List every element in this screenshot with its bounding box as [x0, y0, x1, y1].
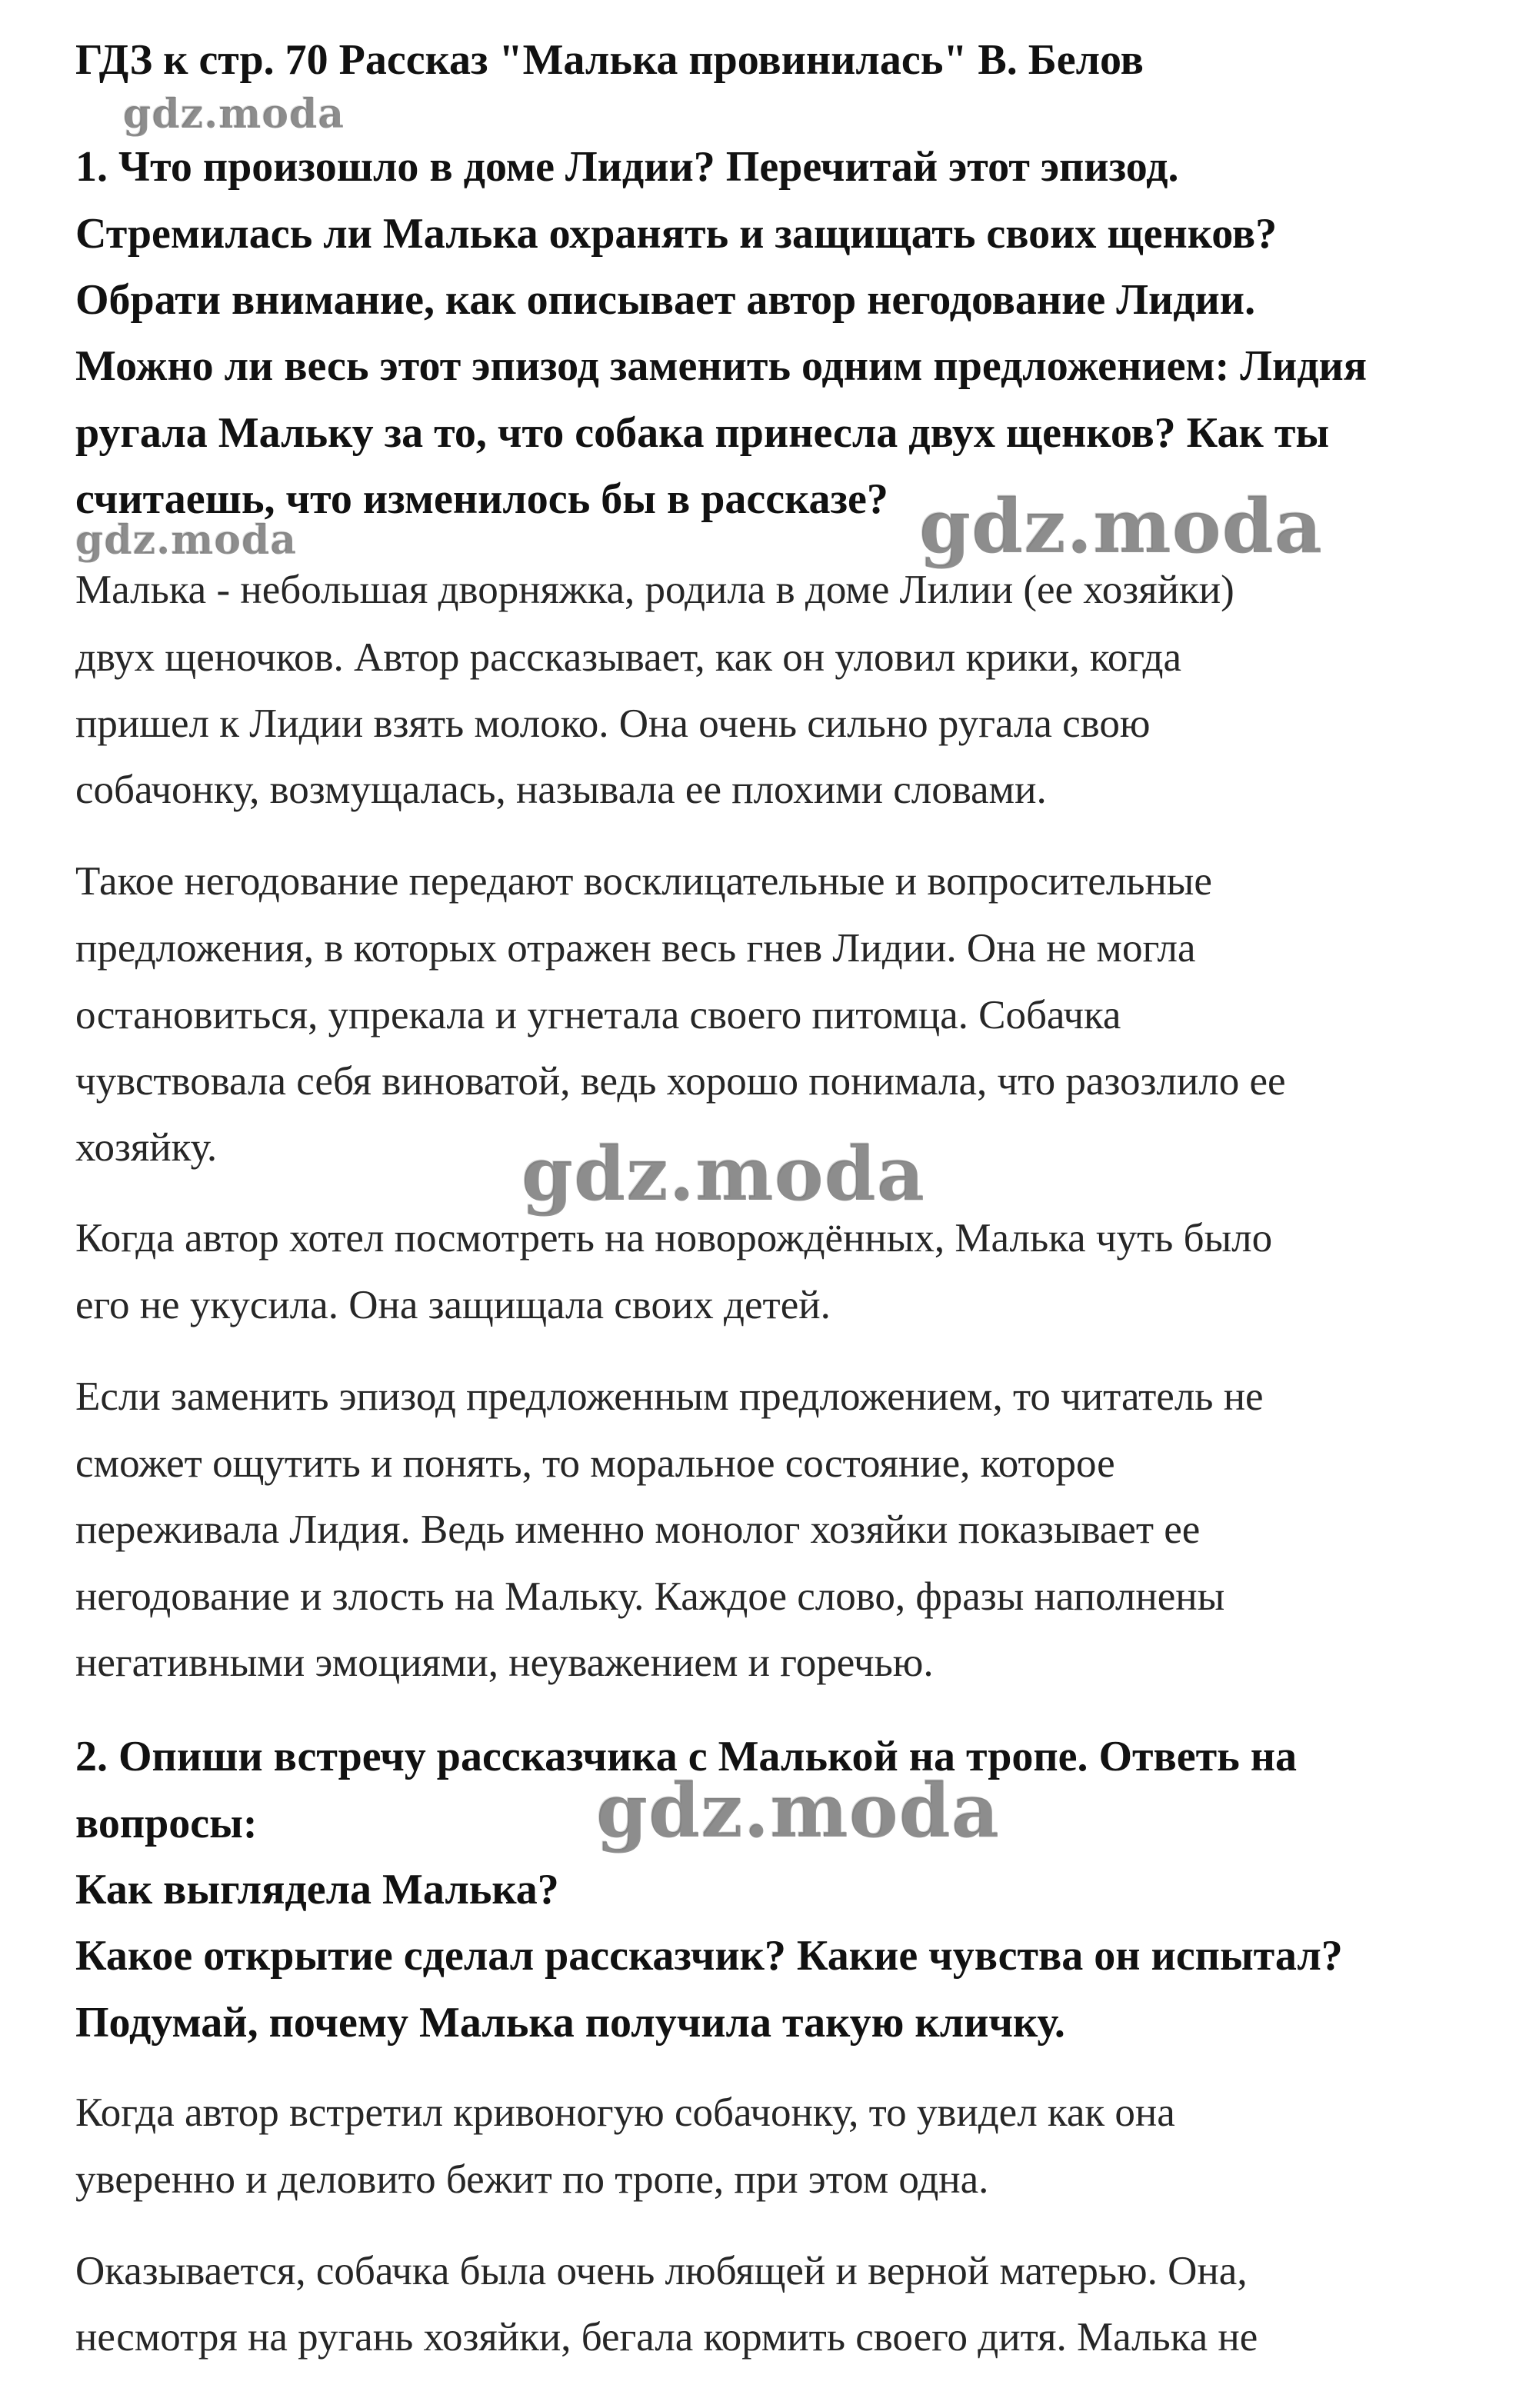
watermark: gdz.moda	[521, 1131, 926, 1217]
answer-1-line: двух щеночков. Автор рассказывает, как он уловил крики, когда	[75, 635, 1181, 680]
answer-2-line: Оказывается, собачка была очень любящей и верной матерью. Она,	[75, 2249, 1248, 2293]
watermark: gdz.moda	[75, 517, 298, 564]
question-2-line: Какое открытие сделал рассказчик? Какие чувства он испытал?	[75, 1932, 1343, 1980]
answer-1-line: переживала Лидия. Ведь именно монолог хозяйки показывает ее	[75, 1507, 1201, 1552]
question-2-line: 2. Опиши встречу рассказчика с Малькой на тропе. Ответь на	[75, 1733, 1298, 1780]
answer-1-line: собачонку, возмущалась, называла ее плохими словами.	[75, 768, 1047, 812]
answer-1-line: предложения, в которых отражен весь гнев Лидии. Она не могла	[75, 926, 1196, 971]
answer-1-line: остановиться, упрекала и угнетала своего питомца. Собачка	[75, 993, 1121, 1037]
answer-1-line: пришел к Лидии взять молоко. Она очень сильно ругала свою	[75, 701, 1151, 746]
answer-1-line: Такое негодование передают восклицательные и вопросительные	[75, 859, 1212, 904]
answer-1-line: хозяйку.	[75, 1125, 218, 1170]
question-2-line: вопросы:	[75, 1800, 258, 1847]
watermark: gdz.moda	[123, 91, 345, 138]
answer-1-line: его не укусила. Она защищала своих детей.	[75, 1283, 831, 1327]
page-title: ГДЗ к стр. 70 Рассказ "Малька провинилась" В. Белов	[75, 36, 1144, 84]
answer-1-line: сможет ощутить и понять, то моральное состояние, которое	[75, 1441, 1115, 1486]
answer-1-line: негативными эмоциями, неуважением и горечью.	[75, 1640, 934, 1685]
watermark: gdz.moda	[596, 1767, 1001, 1854]
watermark: gdz.moda	[919, 483, 1324, 570]
question-1-line: Стремилась ли Малька охранять и защищать своих щенков?	[75, 210, 1278, 258]
answer-1-line: чувствовала себя виноватой, ведь хорошо понимала, что разозлило ее	[75, 1059, 1286, 1104]
answer-1-line: Малька - небольшая дворняжка, родила в доме Лилии (ее хозяйки)	[75, 568, 1234, 612]
question-2-line: Как выглядела Малька?	[75, 1866, 559, 1913]
answer-2-line: несмотря на ругань хозяйки, бегала кормить своего дитя. Малька не	[75, 2315, 1258, 2360]
question-1-line: считаешь, что изменилось бы в рассказе?	[75, 475, 888, 523]
question-1-line: ругала Мальку за то, что собака принесла двух щенков? Как ты	[75, 409, 1330, 457]
answer-1-line: Когда автор хотел посмотреть на новорождённых, Малька чуть было	[75, 1216, 1273, 1261]
question-2-line: Подумай, почему Малька получила такую кличку.	[75, 1999, 1065, 2047]
answer-2-line: уверенно и деловито бежит по тропе, при этом одна.	[75, 2157, 989, 2202]
answer-1-line: Если заменить эпизод предложенным предложением, то читатель не	[75, 1374, 1264, 1419]
question-1-line: Обрати внимание, как описывает автор негодование Лидии.	[75, 276, 1256, 324]
question-1-line: 1. Что произошло в доме Лидии? Перечитай этот эпизод.	[75, 143, 1179, 191]
answer-2-line: Когда автор встретил кривоногую собачонку, то увидел как она	[75, 2090, 1175, 2135]
question-1-line: Можно ли весь этот эпизод заменить одним предложением: Лидия	[75, 342, 1368, 390]
answer-1-line: негодование и злость на Мальку. Каждое слово, фразы наполнены	[75, 1574, 1225, 1619]
